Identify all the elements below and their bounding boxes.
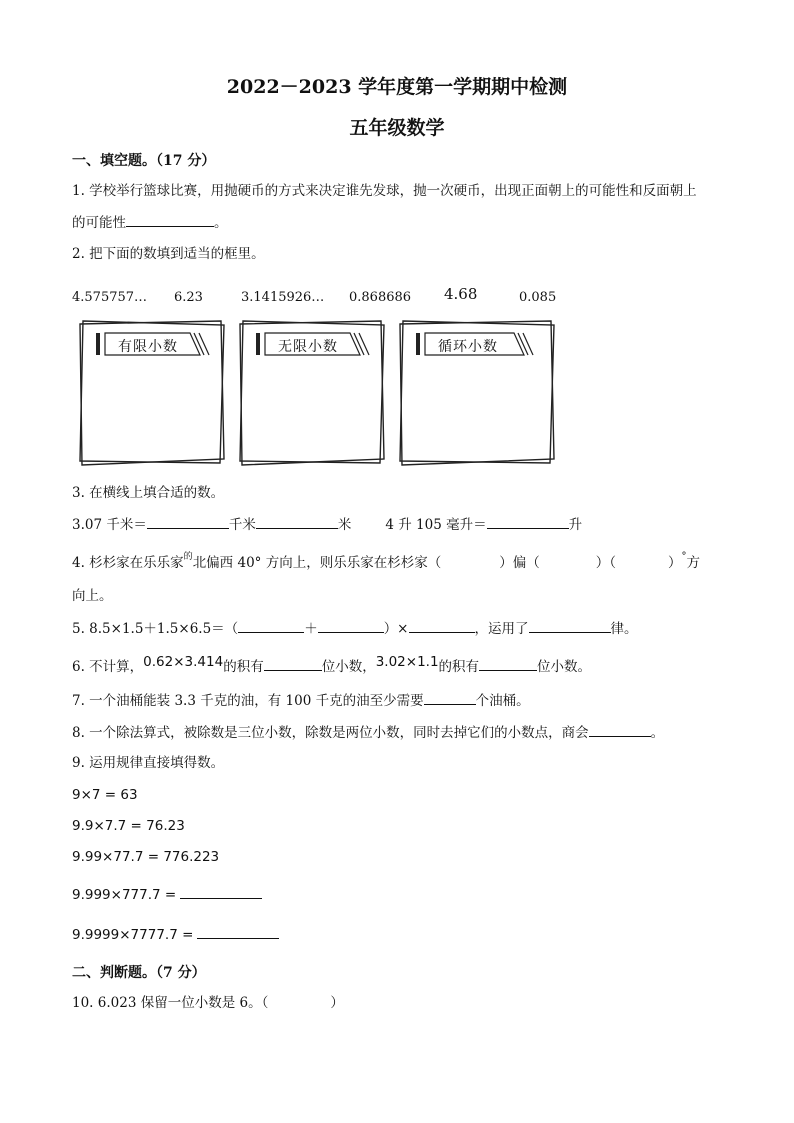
q4-part: ）偏（ [499,555,540,571]
answer-blank-q5-4[interactable] [529,618,611,633]
question-1-end: 。 [214,215,228,231]
q4-superscript: 的 [183,552,193,562]
q7-part: 7. 一个油桶能装 3.3 千克的油，有 100 千克的油至少需要 [72,693,424,709]
q6-part: 的积有 [438,659,480,675]
q4-part: ） [667,555,682,571]
q4-part: 4. 杉杉家在乐乐家 [72,555,184,571]
answer-blank-q9-2[interactable] [197,924,279,939]
q4-part: 北偏西 40° 方向上，则乐乐家在杉杉家（ [192,555,442,571]
question-3: 3. 在横线上填合适的数。 [72,485,225,501]
number-item: 4.575757… [72,290,148,305]
question-8 [72,722,664,743]
question-4-line-2: 向上。 [72,588,113,604]
question-1-text: 的可能性 [72,215,126,231]
section-heading-fill-in: 一、填空题。（17 分） [72,153,216,169]
answer-blank-q6-2[interactable] [479,656,537,671]
question-9: 9. 运用规律直接填得数。 [72,755,225,771]
q5-part: 律。 [610,621,638,637]
answer-blank-q5-1[interactable] [238,618,304,633]
q6-part: 位小数， [321,659,376,675]
q4-part: ）（ [595,555,616,571]
q6-part: 6. 不计算， [72,659,144,675]
page-subtitle: 五年级数学 [349,117,445,139]
equation-4 [72,884,262,905]
answer-blank-q1[interactable] [126,212,214,227]
answer-blank-q9-1[interactable] [180,884,262,899]
question-6 [72,656,591,677]
q10-part: ） [330,995,344,1011]
q6-part: 的积有 [223,659,264,675]
answer-blank-q8[interactable] [589,722,651,737]
q3-part: 4 升 105 毫升＝ [385,517,487,533]
q8-part: 8. 一个除法算式，被除数是三位小数，除数是两位小数，同时去掉它们的小数点，商会 [72,725,589,741]
q6-part: 位小数。 [537,659,592,675]
answer-blank-q6-1[interactable] [264,656,322,671]
equation-5-text: 9.9999×7777.7 = [72,927,194,943]
question-2: 2. 把下面的数填到适当的框里。 [72,246,265,262]
answer-blank-q3-1[interactable] [147,514,229,529]
question-5 [72,618,638,639]
number-item: 0.085 [519,290,557,305]
box-finite-decimal[interactable] [78,319,226,467]
q10-part: 10. 6.023 保留一位小数是 6。（ [72,995,269,1011]
q8-part: 。 [650,725,665,741]
q3-part: 3.07 千米＝ [72,517,147,533]
box-repeating-decimal[interactable] [398,319,556,467]
box-infinite-decimal[interactable] [238,319,386,467]
equation-1: 9×7 = 63 [72,787,138,803]
number-item: 6.23 [174,290,203,305]
q3-part: 升 [568,517,583,533]
q4-part: 方 [686,555,700,571]
q5-part: 5. 8.5×1.5＋1.5×6.5＝（ [72,621,239,637]
answer-blank-q5-2[interactable] [318,618,384,633]
number-item: 3.1415926… [241,290,325,305]
question-10 [72,993,344,1013]
equation-2: 9.9×7.7 = 76.23 [72,818,185,834]
q4-degree-superscript: ° [681,551,687,562]
question-7 [72,690,530,711]
answer-blank-q3-3[interactable] [487,514,569,529]
q3-part: 米 [337,517,352,533]
number-item: 4.68 [444,285,478,303]
box-label: 循环小数 [438,339,498,355]
q6-expression: 3.02×1.1 [375,654,439,670]
box-label: 无限小数 [278,339,338,355]
equation-4-text: 9.999×777.7 = [72,887,177,903]
question-1-line-1: 1. 学校举行篮球比赛，用抛硬币的方式来决定谁先发球，抛一次硬币，出现正面朝上的可能性和反面朝上 [72,183,697,199]
number-item: 0.868686 [349,290,412,305]
question-4-line-1 [72,553,700,575]
box-label: 有限小数 [118,339,178,355]
q6-expression: 0.62×3.414 [143,654,224,670]
answer-blank-q7[interactable] [424,690,476,705]
q5-part: ＋ [304,621,318,637]
question-1-line-2 [72,212,228,233]
answer-blank-q3-2[interactable] [256,514,338,529]
q5-part: ）× [383,621,409,637]
answer-blank-q5-3[interactable] [409,618,475,633]
q3-part: 千米 [228,517,256,533]
equation-5 [72,924,279,945]
question-3-row [72,514,582,535]
equation-3: 9.99×77.7 = 776.223 [72,849,220,865]
section-heading-judgement: 二、判断题。（7 分） [72,965,206,981]
page-title: 2022－2023 学年度第一学期期中检测 [226,76,568,98]
q7-part: 个油桶。 [475,693,530,709]
q5-part: ，运用了 [474,621,529,637]
